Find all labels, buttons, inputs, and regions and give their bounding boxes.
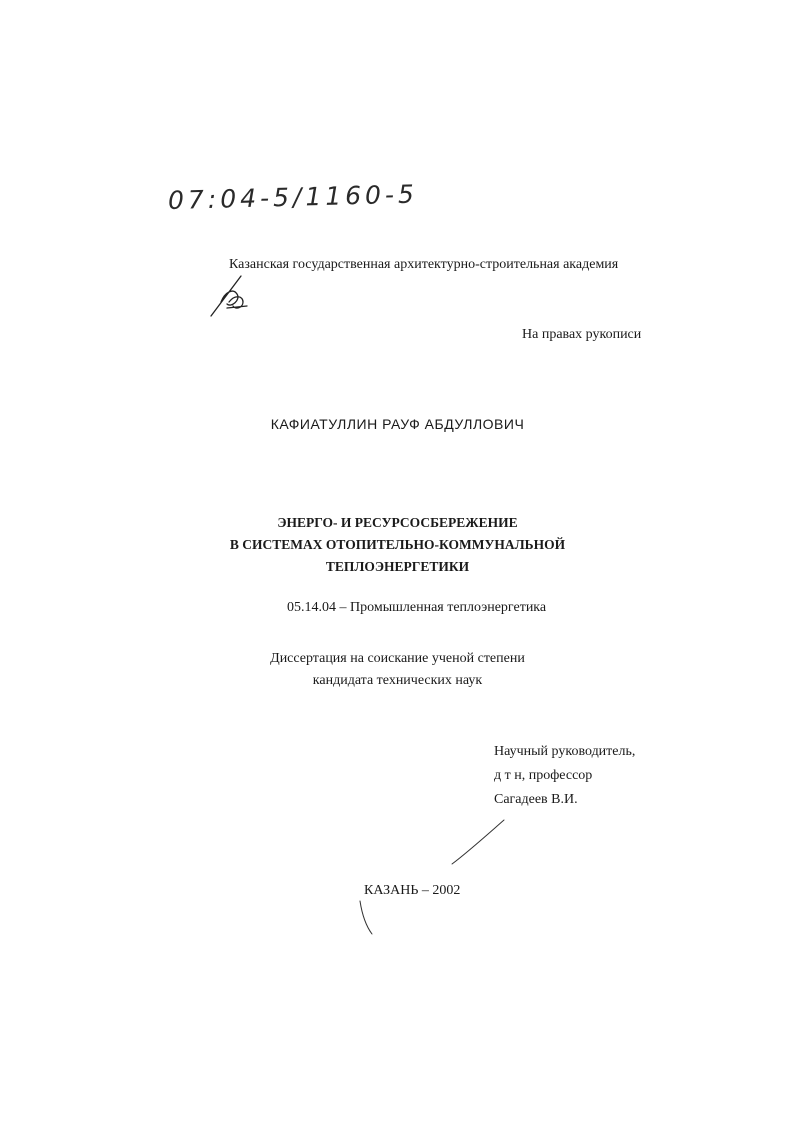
supervisor-line: Сагадеев В.И. [494,792,578,807]
manuscript-rights-note: На правах рукописи [522,327,642,342]
specialty-code: 05.14.04 – Промышленная теплоэнергетика [287,600,547,615]
author-name: КАФИАТУЛЛИН РАУФ АБДУЛЛОВИЧ [270,416,525,432]
city-year: КАЗАНЬ – 2002 [364,883,461,898]
title-line: В СИСТЕМАХ ОТОПИТЕЛЬНО-КОММУНАЛЬНОЙ [229,537,566,552]
degree-line: Диссертация на соискание ученой степени [270,651,525,666]
pen-stroke-mark [356,898,378,938]
handwritten-signature [207,272,253,320]
degree-statement [0,648,795,692]
supervisor-line: Научный руководитель, [494,744,636,759]
dissertation-title [0,512,795,578]
handwritten-archive-code: 07:04-5/1160-5 [167,179,419,215]
institution-name: Казанская государственная архитектурно-строительная академия [229,257,619,272]
title-line: ТЕПЛОЭНЕРГЕТИКИ [325,559,470,574]
supervisor-block [494,740,635,812]
supervisor-line: д т н, профессор [494,768,593,783]
degree-line: кандидата технических наук [312,673,483,688]
pen-stroke-mark [448,816,508,868]
title-line: ЭНЕРГО- И РЕСУРСОСБЕРЕЖЕНИЕ [277,515,518,530]
